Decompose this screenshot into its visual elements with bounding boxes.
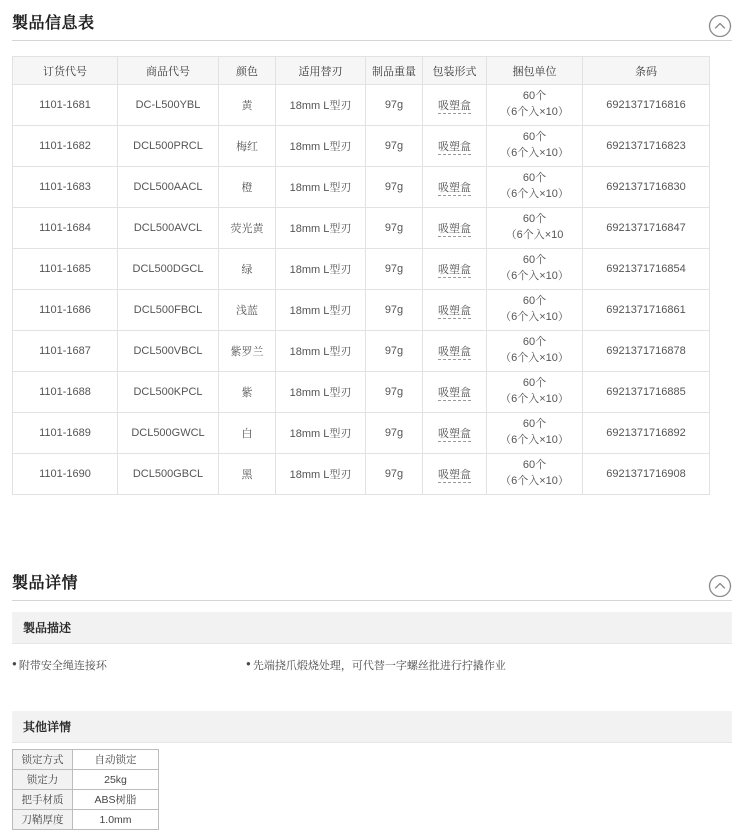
barcode-cell: 6921371716878 (583, 331, 710, 372)
bundle-line-1: 60个 (522, 418, 547, 431)
weight-cell: 97g (366, 249, 423, 290)
product-code-cell: DCL500VBCL (118, 331, 219, 372)
description-subheader: 製品描述 (12, 612, 732, 644)
collapse-details-button[interactable] (708, 574, 732, 598)
weight-cell: 97g (366, 413, 423, 454)
table-row (13, 413, 710, 454)
weight-cell: 97g (366, 454, 423, 495)
order-code-cell: 1101-1681 (13, 85, 118, 126)
product-code-cell: DCL500FBCL (118, 290, 219, 331)
bullet-icon: ● (246, 659, 251, 668)
weight-cell: 97g (366, 85, 423, 126)
description-bullets (12, 644, 732, 700)
blade-cell: 18mm L型刃 (276, 249, 366, 290)
packaging-link[interactable]: 吸塑盒 (438, 305, 471, 317)
bundle-line-1: 60个 (522, 90, 547, 103)
spec-label: 锁定方式 (13, 750, 73, 770)
column-header: 捆包单位 (487, 57, 583, 85)
packaging-link[interactable]: 吸塑盒 (438, 223, 471, 235)
packaging-link[interactable]: 吸塑盒 (438, 141, 471, 153)
table-row (13, 290, 710, 331)
weight-cell: 97g (366, 208, 423, 249)
column-header: 订货代号 (13, 57, 118, 85)
column-header: 颜色 (219, 57, 276, 85)
table-row (13, 126, 710, 167)
table-row (13, 208, 710, 249)
packaging-cell (423, 454, 487, 495)
bundle-line-2: （6个入×10） (500, 475, 569, 487)
bundle-line-1: 60个 (522, 377, 547, 390)
spec-value: 1.0mm (73, 810, 159, 830)
product-code-cell: DCL500AACL (118, 167, 219, 208)
order-code-cell: 1101-1682 (13, 126, 118, 167)
bundle-line-1: 60个 (522, 131, 547, 144)
weight-cell: 97g (366, 126, 423, 167)
section-product-info (12, 6, 732, 495)
product-info-header (12, 6, 732, 41)
bundle-unit-cell (487, 413, 583, 454)
barcode-cell: 6921371716823 (583, 126, 710, 167)
order-code-cell: 1101-1683 (13, 167, 118, 208)
bundle-unit-cell (487, 85, 583, 126)
order-code-cell: 1101-1689 (13, 413, 118, 454)
spec-row (13, 750, 159, 770)
table-head (13, 57, 710, 85)
bundle-line-2: （6个入×10） (500, 311, 569, 323)
table-row (13, 454, 710, 495)
barcode-cell: 6921371716830 (583, 167, 710, 208)
packaging-cell (423, 85, 487, 126)
color-cell: 橙 (219, 167, 276, 208)
bundle-line-2: （6个入×10） (500, 147, 569, 159)
weight-cell: 97g (366, 331, 423, 372)
packaging-cell (423, 126, 487, 167)
color-cell: 紫 (219, 372, 276, 413)
spec-row (13, 810, 159, 830)
table-body (13, 85, 710, 495)
collapse-info-button[interactable] (708, 14, 732, 38)
bundle-line-2: （6个入×10） (500, 393, 569, 405)
chevron-up-icon (708, 14, 732, 38)
spec-row (13, 770, 159, 790)
bundle-line-1: 60个 (522, 336, 547, 349)
packaging-cell (423, 208, 487, 249)
bundle-line-2: （6个入×10） (500, 270, 569, 282)
bundle-line-1: 60个 (522, 254, 547, 267)
bundle-unit-cell (487, 208, 583, 249)
specs-table-body (13, 750, 159, 830)
packaging-link[interactable]: 吸塑盒 (438, 100, 471, 112)
product-code-cell: DCL500GBCL (118, 454, 219, 495)
bullet-icon: ● (12, 659, 17, 668)
bundle-line-2: （6个入×10） (500, 106, 569, 118)
spec-label: 刀鞘厚度 (13, 810, 73, 830)
color-cell: 梅红 (219, 126, 276, 167)
header-row (13, 57, 710, 85)
order-code-cell: 1101-1690 (13, 454, 118, 495)
packaging-link[interactable]: 吸塑盒 (438, 387, 471, 399)
color-cell: 浅蓝 (219, 290, 276, 331)
barcode-cell: 6921371716892 (583, 413, 710, 454)
blade-cell: 18mm L型刃 (276, 290, 366, 331)
weight-cell: 97g (366, 372, 423, 413)
packaging-link[interactable]: 吸塑盒 (438, 346, 471, 358)
packaging-cell (423, 290, 487, 331)
blade-cell: 18mm L型刃 (276, 126, 366, 167)
packaging-link[interactable]: 吸塑盒 (438, 182, 471, 194)
color-cell: 黄 (219, 85, 276, 126)
barcode-cell: 6921371716816 (583, 85, 710, 126)
spec-value: 自动锁定 (73, 750, 159, 770)
color-cell: 黑 (219, 454, 276, 495)
bundle-line-2: （6个入×10） (500, 434, 569, 446)
packaging-link[interactable]: 吸塑盒 (438, 428, 471, 440)
spec-value: 25kg (73, 770, 159, 790)
product-code-cell: DCL500KPCL (118, 372, 219, 413)
barcode-cell: 6921371716854 (583, 249, 710, 290)
details-title: 製品详情 (12, 575, 79, 592)
bundle-line-1: 60个 (522, 213, 547, 226)
column-header: 商品代号 (118, 57, 219, 85)
barcode-cell: 6921371716908 (583, 454, 710, 495)
barcode-cell: 6921371716885 (583, 372, 710, 413)
product-details-header (12, 566, 732, 601)
table-row (13, 249, 710, 290)
color-cell: 紫罗兰 (219, 331, 276, 372)
bundle-line-2: （6个入×10） (500, 188, 569, 200)
column-header: 适用替刃 (276, 57, 366, 85)
blade-cell: 18mm L型刃 (276, 413, 366, 454)
packaging-cell (423, 413, 487, 454)
specs-table (12, 749, 159, 830)
bullet-item (246, 657, 506, 673)
packaging-cell (423, 249, 487, 290)
blade-cell: 18mm L型刃 (276, 331, 366, 372)
bundle-line-1: 60个 (522, 172, 547, 185)
blade-cell: 18mm L型刃 (276, 208, 366, 249)
blade-cell: 18mm L型刃 (276, 372, 366, 413)
bundle-line-2: （6个入×10） (500, 352, 569, 364)
blade-cell: 18mm L型刃 (276, 454, 366, 495)
bundle-line-2: （6个入×10 (505, 229, 564, 241)
color-cell: 荧光黄 (219, 208, 276, 249)
barcode-cell: 6921371716847 (583, 208, 710, 249)
section-product-details (12, 566, 732, 830)
page-title: 製品信息表 (12, 15, 95, 32)
color-cell: 白 (219, 413, 276, 454)
bundle-unit-cell (487, 126, 583, 167)
packaging-cell (423, 167, 487, 208)
product-code-cell: DCL500GWCL (118, 413, 219, 454)
spec-label: 把手材质 (13, 790, 73, 810)
order-code-cell: 1101-1688 (13, 372, 118, 413)
spec-label: 锁定力 (13, 770, 73, 790)
bullet-text: 附带安全绳连接环 (18, 660, 107, 672)
chevron-up-icon (708, 574, 732, 598)
order-code-cell: 1101-1684 (13, 208, 118, 249)
bundle-line-1: 60个 (522, 459, 547, 472)
bundle-line-1: 60个 (522, 295, 547, 308)
order-code-cell: 1101-1687 (13, 331, 118, 372)
packaging-link[interactable]: 吸塑盒 (438, 264, 471, 276)
bundle-unit-cell (487, 167, 583, 208)
other-details-subheader: 其他详情 (12, 711, 732, 743)
bundle-unit-cell (487, 290, 583, 331)
column-header: 条码 (583, 57, 710, 85)
barcode-cell: 6921371716861 (583, 290, 710, 331)
order-code-cell: 1101-1686 (13, 290, 118, 331)
product-code-cell: DCL500AVCL (118, 208, 219, 249)
table-row (13, 331, 710, 372)
bullet-item (12, 657, 246, 673)
column-header: 包装形式 (423, 57, 487, 85)
product-info-table (12, 56, 710, 495)
bullet-text: 先端挠爪煅烧处理，可代替一字螺丝批进行拧撬作业 (252, 660, 506, 672)
spec-row (13, 790, 159, 810)
bundle-unit-cell (487, 372, 583, 413)
blade-cell: 18mm L型刃 (276, 85, 366, 126)
product-code-cell: DCL500DGCL (118, 249, 219, 290)
weight-cell: 97g (366, 290, 423, 331)
bundle-unit-cell (487, 249, 583, 290)
weight-cell: 97g (366, 167, 423, 208)
packaging-link[interactable]: 吸塑盒 (438, 469, 471, 481)
packaging-cell (423, 372, 487, 413)
packaging-cell (423, 331, 487, 372)
column-header: 制品重量 (366, 57, 423, 85)
table-row (13, 372, 710, 413)
product-code-cell: DCL500PRCL (118, 126, 219, 167)
table-row (13, 167, 710, 208)
color-cell: 绿 (219, 249, 276, 290)
spec-value: ABS树脂 (73, 790, 159, 810)
blade-cell: 18mm L型刃 (276, 167, 366, 208)
product-code-cell: DC-L500YBL (118, 85, 219, 126)
bundle-unit-cell (487, 454, 583, 495)
order-code-cell: 1101-1685 (13, 249, 118, 290)
bundle-unit-cell (487, 331, 583, 372)
table-row (13, 85, 710, 126)
